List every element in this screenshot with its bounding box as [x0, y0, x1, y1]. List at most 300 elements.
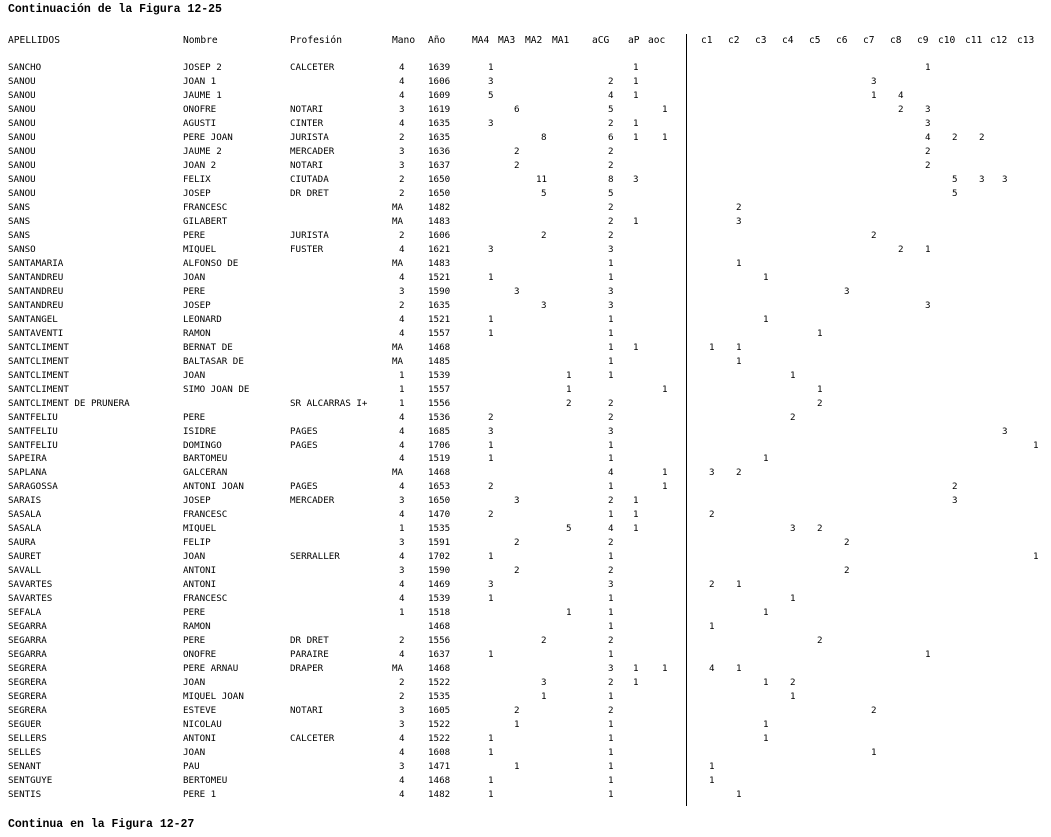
table-cell: 3 [608, 299, 614, 311]
table-cell: DR DRET [290, 635, 329, 647]
table-cell: 5 [952, 187, 958, 199]
table-cell: SARAGOSSA [8, 481, 58, 493]
table-cell: DRAPER [290, 663, 324, 675]
table-cell: 3 [399, 159, 405, 171]
table-cell: FRANCESC [183, 593, 228, 605]
table-cell: 1 [736, 355, 742, 367]
table-cell: MIQUEL [183, 523, 217, 535]
table-cell: PERE 1 [183, 789, 217, 800]
table-cell: 2 [608, 495, 614, 507]
table-cell: 4 [399, 593, 405, 605]
table-cell: 1 [608, 593, 614, 605]
table-cell: 1 [790, 369, 796, 381]
table-cell: 2 [608, 76, 614, 87]
table-cell: 1 [633, 117, 639, 129]
table-cell: NICOLAU [183, 719, 222, 731]
table-cell: 1539 [428, 369, 451, 381]
table-cell: 1 [488, 775, 494, 786]
table-cell: SANTANDREU [8, 299, 64, 311]
table-cell: 3 [488, 76, 494, 87]
table-cell: 4 [399, 551, 405, 563]
table-cell: 4 [399, 789, 405, 800]
table-cell: 2 [925, 159, 931, 171]
table-cell: 4 [399, 481, 405, 493]
table-cell: 3 [1002, 173, 1008, 185]
table-cell: PERE JOAN [183, 131, 233, 143]
table-cell: SARAIS [8, 495, 42, 507]
table-cell: 2 [790, 411, 796, 423]
table-cell: 1482 [428, 789, 451, 800]
table-cell: JOAN [183, 551, 206, 563]
table-cell: JOSEP [183, 299, 211, 311]
table-cell: SANS [8, 215, 31, 227]
table-cell: PARAIRE [290, 649, 329, 661]
table-cell: SAVARTES [8, 579, 53, 591]
table-cell: SANTANGEL [8, 313, 58, 325]
table-cell: 1 [662, 481, 668, 493]
table-cell: SEGARRA [8, 621, 47, 633]
table-cell: 1 [541, 691, 547, 703]
table-cell: 2 [566, 397, 572, 409]
table-cell: JOSEP [183, 495, 211, 507]
table-cell: ANTONI [183, 733, 217, 744]
table-cell: 1 [488, 439, 494, 451]
table-cell: 2 [952, 131, 958, 143]
table-cell: 3 [1002, 425, 1008, 437]
page-footer: Continua en la Figura 12-27 [8, 818, 195, 831]
table-cell: SANTANDREU [8, 271, 64, 283]
table-cell: 1 [763, 677, 769, 689]
table-cell: 1536 [428, 411, 451, 423]
table-cell: 2 [871, 229, 877, 241]
table-cell: 4 [608, 90, 614, 101]
table-cell: SASALA [8, 509, 42, 521]
table-cell: 1535 [428, 523, 451, 535]
table-cell: 1 [488, 649, 494, 661]
table-cell: SANTFELIU [8, 439, 58, 451]
table-cell: SEFALA [8, 607, 42, 619]
column-header: c4 [782, 35, 794, 46]
table-cell: 2 [608, 229, 614, 241]
table-cell: 1 [1033, 439, 1039, 451]
table-cell: 4 [399, 439, 405, 451]
table-cell: 1 [736, 257, 742, 269]
table-cell: 1605 [428, 705, 451, 717]
table-cell: JOAN [183, 677, 206, 689]
table-cell: JAUME 1 [183, 90, 222, 101]
table-cell: 2 [608, 145, 614, 157]
table-cell: 1557 [428, 327, 451, 339]
table-cell: 1 [763, 453, 769, 465]
table-cell: SANTAMARIA [8, 257, 64, 269]
table-cell: MA [392, 257, 404, 269]
table-cell: 1621 [428, 243, 451, 255]
table-cell: 3 [541, 677, 547, 689]
table-cell: 5 [488, 90, 494, 101]
table-cell: 2 [399, 635, 405, 647]
column-header: c2 [728, 35, 740, 46]
table-cell: 1 [514, 761, 520, 772]
table-cell: 2 [817, 523, 823, 535]
table-cell: 3 [488, 425, 494, 437]
table-cell: 1470 [428, 509, 451, 521]
column-header: MA3 [498, 35, 516, 46]
table-cell: 3 [488, 243, 494, 255]
table-cell: 1 [608, 733, 614, 744]
table-cell: SEGARRA [8, 649, 47, 661]
table-cell: 1 [488, 551, 494, 563]
table-cell: 1519 [428, 453, 451, 465]
table-cell: 1 [736, 789, 742, 800]
table-cell: 3 [488, 579, 494, 591]
table-cell: 1 [488, 313, 494, 325]
table-cell: 1 [488, 62, 494, 73]
table-cell: PERE [183, 411, 206, 423]
table-cell: JAUME 2 [183, 145, 222, 157]
column-header: c5 [809, 35, 821, 46]
table-cell: 4 [399, 775, 405, 786]
table-cell: 5 [541, 187, 547, 199]
table-cell: 2 [399, 131, 405, 143]
table-cell: SANOU [8, 76, 36, 87]
table-cell: SENTGUYE [8, 775, 53, 786]
table-cell: 1 [763, 313, 769, 325]
table-cell: 2 [514, 565, 520, 577]
table-cell: 1650 [428, 187, 451, 199]
table-cell: ANTONI [183, 579, 217, 591]
table-cell: 1 [633, 523, 639, 535]
table-cell: 5 [608, 103, 614, 115]
table-cell: ANTONI JOAN [183, 481, 244, 493]
table-cell: 4 [399, 62, 405, 73]
table-cell: 2 [871, 705, 877, 717]
column-header: c9 [917, 35, 929, 46]
table-cell: 2 [979, 131, 985, 143]
table-cell: 2 [608, 677, 614, 689]
table-cell: JOAN [183, 271, 206, 283]
table-cell: SIMO JOAN DE [183, 383, 250, 395]
column-header: MA4 [472, 35, 490, 46]
table-cell: SANTCLIMENT [8, 383, 69, 395]
table-cell: 6 [608, 131, 614, 143]
table-cell: 1539 [428, 593, 451, 605]
table-cell: 1 [608, 369, 614, 381]
table-cell: DR DRET [290, 187, 329, 199]
table-cell: 3 [871, 76, 877, 87]
table-cell: 1 [662, 383, 668, 395]
table-cell: RAMON [183, 621, 211, 633]
table-cell: 1639 [428, 62, 451, 73]
table-cell: SANTAVENTI [8, 327, 64, 339]
table-cell: 2 [399, 229, 405, 241]
table-cell: FELIP [183, 537, 211, 549]
table-cell: 1 [817, 327, 823, 339]
table-cell: 3 [925, 117, 931, 129]
table-cell: SASALA [8, 523, 42, 535]
table-cell: 1468 [428, 775, 451, 786]
table-cell: JOAN 2 [183, 159, 217, 171]
column-header: c12 [990, 35, 1008, 46]
table-cell: 1522 [428, 677, 451, 689]
table-cell: SEGRERA [8, 663, 47, 675]
table-cell: NOTARI [290, 159, 324, 171]
table-cell: SEGRERA [8, 705, 47, 717]
table-cell: 3 [399, 565, 405, 577]
table-cell: 1635 [428, 299, 451, 311]
column-header: c10 [938, 35, 956, 46]
table-cell: 1 [709, 621, 715, 633]
table-cell: 1468 [428, 621, 451, 633]
table-cell: ANTONI [183, 565, 217, 577]
table-cell: MA [392, 341, 404, 353]
table-cell: 1 [608, 271, 614, 283]
table-cell: 8 [608, 173, 614, 185]
table-cell: 1 [633, 663, 639, 675]
table-cell: 2 [898, 103, 904, 115]
table-cell: 3 [488, 117, 494, 129]
table-cell: 1 [633, 509, 639, 521]
table-cell: 3 [633, 173, 639, 185]
table-cell: PERE [183, 635, 206, 647]
table-cell: 1606 [428, 76, 451, 87]
table-cell: SERRALLER [290, 551, 340, 563]
table-cell: SANTANDREU [8, 285, 64, 297]
table-cell: 2 [736, 467, 742, 479]
table-cell: SANOU [8, 90, 36, 101]
table-cell: 2 [608, 411, 614, 423]
column-header: c13 [1017, 35, 1035, 46]
table-cell: 3 [736, 215, 742, 227]
table-cell: 1 [488, 453, 494, 465]
table-cell: 4 [399, 425, 405, 437]
page-title: Continuación de la Figura 12-25 [8, 3, 222, 16]
table-cell: JOSEP [183, 187, 211, 199]
table-cell: 1590 [428, 285, 451, 297]
table-cell: 1 [608, 453, 614, 465]
table-cell: 2 [608, 159, 614, 171]
table-cell: 1 [608, 761, 614, 772]
table-cell: 2 [817, 397, 823, 409]
table-cell: 1 [709, 761, 715, 772]
table-cell: 1 [566, 383, 572, 395]
table-cell: 1 [633, 62, 639, 73]
table-cell: SANTFELIU [8, 411, 58, 423]
table-cell: 1483 [428, 215, 451, 227]
table-cell: 8 [541, 131, 547, 143]
table-cell: 1 [608, 355, 614, 367]
table-cell: AGUSTI [183, 117, 217, 129]
table-cell: 1 [608, 551, 614, 563]
table-cell: 3 [399, 145, 405, 157]
table-cell: SEGRERA [8, 677, 47, 689]
table-cell: JOAN [183, 369, 206, 381]
table-cell: 1 [817, 383, 823, 395]
table-cell: 5 [952, 173, 958, 185]
table-cell: 1 [608, 649, 614, 661]
table-cell: 4 [399, 117, 405, 129]
table-cell: 1 [871, 747, 877, 758]
table-cell: MERCADER [290, 145, 335, 157]
table-cell: SEGUER [8, 719, 42, 731]
table-cell: 2 [488, 411, 494, 423]
table-cell: NOTARI [290, 103, 324, 115]
table-cell: 2 [709, 509, 715, 521]
table-cell: 1 [566, 369, 572, 381]
table-cell: 3 [399, 103, 405, 115]
table-cell: LEONARD [183, 313, 222, 325]
table-cell: 1 [662, 467, 668, 479]
table-cell: 3 [925, 299, 931, 311]
table-cell: CIUTADA [290, 173, 329, 185]
table-cell: PAGES [290, 481, 318, 493]
table-cell: MA [392, 201, 404, 213]
table-cell: 1606 [428, 229, 451, 241]
table-cell: 2 [608, 635, 614, 647]
table-cell: 2 [514, 537, 520, 549]
table-cell: 1 [662, 663, 668, 675]
table-cell: SAVARTES [8, 593, 53, 605]
table-cell: 1 [925, 62, 931, 73]
table-cell: 4 [399, 747, 405, 758]
table-cell: 1 [925, 649, 931, 661]
table-cell: SANTCLIMENT [8, 341, 69, 353]
column-header: aP [628, 35, 640, 46]
column-header: APELLIDOS [8, 35, 60, 46]
table-cell: 1535 [428, 691, 451, 703]
column-header: c3 [755, 35, 767, 46]
table-cell: ESTEVE [183, 705, 217, 717]
table-cell: 2 [608, 565, 614, 577]
table-cell: 2 [817, 635, 823, 647]
table-cell: MIQUEL JOAN [183, 691, 244, 703]
table-cell: 1 [608, 327, 614, 339]
table-cell: 1 [763, 607, 769, 619]
table-cell: CALCETER [290, 62, 335, 73]
table-cell: CINTER [290, 117, 324, 129]
table-cell: SAVALL [8, 565, 42, 577]
table-cell: 3 [844, 285, 850, 297]
table-cell: CALCETER [290, 733, 335, 744]
table-cell: 3 [979, 173, 985, 185]
table-cell: 1636 [428, 145, 451, 157]
column-header: Año [428, 35, 446, 46]
column-header: aCG [592, 35, 610, 46]
table-cell: 1483 [428, 257, 451, 269]
table-cell: 3 [608, 425, 614, 437]
table-cell: SANOU [8, 187, 36, 199]
table-cell: 1 [608, 313, 614, 325]
column-header: aoc [648, 35, 666, 46]
table-cell: 1556 [428, 397, 451, 409]
table-cell: 1 [763, 271, 769, 283]
table-cell: 3 [952, 495, 958, 507]
table-cell: 1 [608, 789, 614, 800]
table-cell: MA [392, 355, 404, 367]
column-header: c7 [863, 35, 875, 46]
table-cell: JURISTA [290, 131, 329, 143]
table-cell: 4 [399, 411, 405, 423]
table-cell: 4 [399, 76, 405, 87]
table-cell: 2 [608, 117, 614, 129]
table-cell: 5 [566, 523, 572, 535]
table-cell: 3 [925, 103, 931, 115]
table-cell: 1 [608, 607, 614, 619]
table-cell: PERE [183, 607, 206, 619]
table-cell: 1 [662, 103, 668, 115]
table-cell: SR ALCARRAS I+ [290, 397, 368, 409]
table-cell: 1471 [428, 761, 451, 772]
table-cell: 1635 [428, 131, 451, 143]
table-cell: 1522 [428, 733, 451, 744]
table-cell: MERCADER [290, 495, 335, 507]
table-cell: 1 [633, 90, 639, 101]
table-cell: 1521 [428, 313, 451, 325]
table-cell: 1619 [428, 103, 451, 115]
table-cell: 1 [633, 341, 639, 353]
table-cell: 2 [608, 705, 614, 717]
table-cell: SAPLANA [8, 467, 47, 479]
table-cell: BERNAT DE [183, 341, 233, 353]
table-cell: 1 [566, 607, 572, 619]
table-cell: SELLES [8, 747, 42, 758]
table-cell: 4 [399, 453, 405, 465]
table-cell: 1 [399, 369, 405, 381]
table-cell: 2 [399, 677, 405, 689]
table-cell: 1 [608, 719, 614, 731]
table-cell: PERE ARNAU [183, 663, 239, 675]
table-cell: GILABERT [183, 215, 228, 227]
table-cell: 2 [488, 509, 494, 521]
table-cell: SAPEIRA [8, 453, 47, 465]
table-cell: 1637 [428, 159, 451, 171]
table-cell: 4 [399, 313, 405, 325]
table-cell: 4 [399, 649, 405, 661]
table-cell: 1637 [428, 649, 451, 661]
table-cell: 1521 [428, 271, 451, 283]
table-cell: 2 [736, 201, 742, 213]
table-cell: DOMINGO [183, 439, 222, 451]
table-cell: 1635 [428, 117, 451, 129]
table-cell: SAURA [8, 537, 36, 549]
table-cell: 2 [608, 537, 614, 549]
table-cell: 2 [488, 481, 494, 493]
table-cell: SANS [8, 229, 31, 241]
column-header: MA2 [525, 35, 543, 46]
table-cell: SANSO [8, 243, 36, 255]
table-cell: NOTARI [290, 705, 324, 717]
table-cell: SANTCLIMENT DE PRUNERA [8, 397, 130, 409]
table-cell: 1685 [428, 425, 451, 437]
table-cell: 2 [399, 299, 405, 311]
table-cell: BALTASAR DE [183, 355, 244, 367]
table-cell: 2 [541, 635, 547, 647]
table-cell: 1 [633, 131, 639, 143]
table-cell: 3 [541, 299, 547, 311]
table-cell: 1 [608, 621, 614, 633]
table-cell: JURISTA [290, 229, 329, 241]
table-cell: 1 [608, 775, 614, 786]
table-cell: 1468 [428, 467, 451, 479]
table-cell: 4 [399, 509, 405, 521]
table-cell: SANCHO [8, 62, 42, 73]
table-cell: 4 [925, 131, 931, 143]
table-cell: 1 [488, 789, 494, 800]
table-cell: 1 [488, 733, 494, 744]
table-cell: 2 [844, 565, 850, 577]
table-cell: 1482 [428, 201, 451, 213]
table-cell: 3 [608, 285, 614, 297]
table-cell: SENANT [8, 761, 42, 772]
